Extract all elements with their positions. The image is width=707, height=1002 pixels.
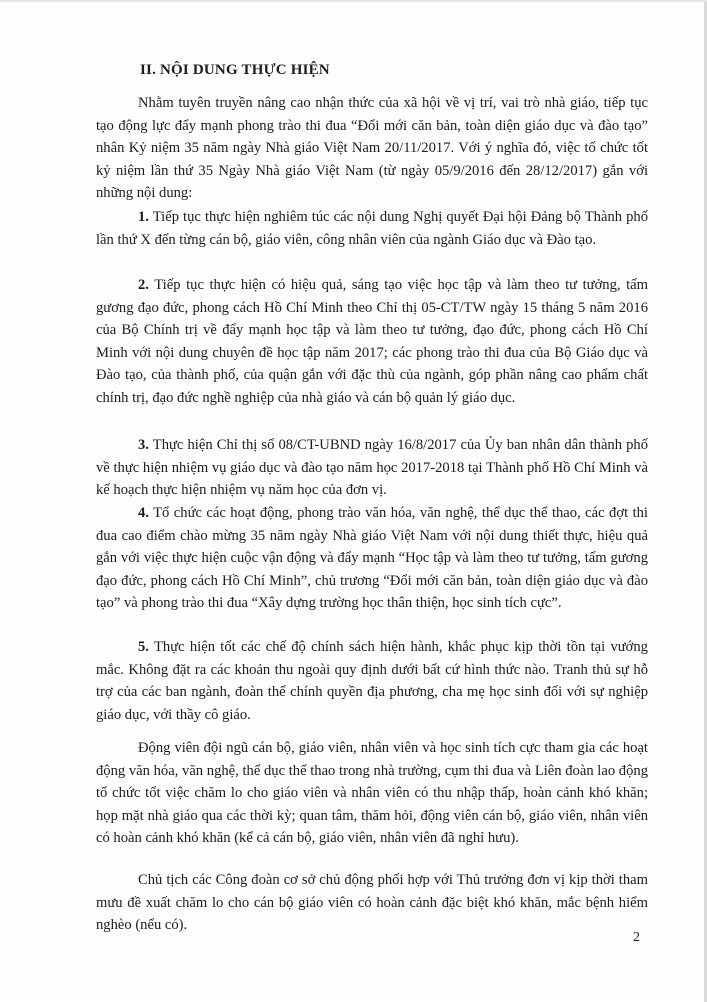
item-3 [96, 434, 648, 502]
intro-paragraph: Nhằm tuyên truyền nâng cao nhận thức của xã hội về vị trí, vai trò nhà giáo, tiếp tục tạo động lực đẩy mạnh phong trào thi đua “Đổi mới căn bản, toàn diện giáo dục và đào tạo” nhân Kỷ niệm 35 năm ngày Nhà giáo Việt Nam 20/11/2017. Với ý nghĩa đó, việc tổ chức tốt kỷ niệm lần thứ 35 Ngày Nhà giáo Việt Nam (từ ngày 05/9/2016 đến 28/12/2017) gắn với những nội dung: [96, 95, 648, 201]
item-5-text: Thực hiện tốt các chế độ chính sách hiện hành, khắc phục kịp thời tồn tại vướng mắc. Không đặt ra các khoản thu ngoài quy định dưới bất cứ hình thức nào. Tranh thủ sự hỗ trợ của các ban ngành, đoàn thể chính quyền địa phương, cha mẹ học sinh đối với sự nghiệp giáo dục, với thầy cô giáo. [96, 639, 648, 723]
page-number: 2 [633, 930, 640, 945]
item-3-text: Thực hiện Chỉ thị số 08/CT-UBND ngày 16/8/2017 của Ủy ban nhân dân thành phố về thực hiện nhiệm vụ giáo dục và đào tạo năm học 2017-2018 tại Thành phố Hồ Chí Minh và kế hoạch thực hiện nhiệm vụ năm học của đơn vị. [96, 437, 649, 498]
chair-paragraph: Chủ tịch các Công đoàn cơ sở chủ động phối hợp với Thủ trưởng đơn vị kịp thời tham mưu đề xuất chăm lo cho cán bộ giáo viên có hoàn cảnh đặc biệt khó khăn, mắc bệnh hiểm nghèo (nếu có). [96, 872, 648, 933]
item-2-text: Tiếp tục thực hiện có hiệu quả, sáng tạo việc học tập và làm theo tư tưởng, tấm gương đạo đức, phong cách Hồ Chí Minh theo Chỉ thị 05-CT/TW ngày 15 tháng 5 năm 2016 của Bộ Chính trị về đẩy mạnh học tập và làm theo tư tưởng, đạo đức, phong cách Hồ Chí Minh với nội dung chuyên đề học tập năm 2017; các phong trào thi đua của Bộ Giáo dục và Đào tạo, của thành phố, của quận gắn với đặc thù của ngành, góp phần nâng cao phẩm chất chính trị, đạo đức nghề nghiệp của nhà giáo và cán bộ quản lý giáo dục. [96, 277, 648, 406]
item-5 [96, 636, 648, 726]
item-4 [96, 502, 648, 615]
item-2 [96, 274, 648, 409]
item-4-text: Tổ chức các hoạt động, phong trào văn hóa, văn nghệ, thể dục thể thao, các đợt thi đua cao điểm chào mừng 35 năm ngày Nhà giáo Việt Nam với nội dung thiết thực, hiệu quả gắn với việc thực hiện cuộc vận động và đẩy mạnh “Học tập và làm theo tư tưởng, tấm gương đạo đức, phong cách Hồ Chí Minh”, chủ trương “Đổi mới căn bản, toàn diện giáo dục và đào tạo” và phong trào thi đua “Xây dựng trường học thân thiện, học sinh tích cực”. [96, 505, 648, 611]
item-1-text: Tiếp tục thực hiện nghiêm túc các nội dung Nghị quyết Đại hội Đảng bộ Thành phố lần thứ X đến từng cán bộ, giáo viên, công nhân viên của ngành Giáo dục và Đào tạo. [96, 209, 648, 248]
item-5-number: 5. [138, 639, 149, 655]
section-heading: II. NỘI DUNG THỰC HIỆN [140, 62, 330, 78]
item-1-number: 1. [138, 209, 149, 225]
item-3-number: 3. [138, 437, 149, 453]
item-1 [96, 206, 648, 251]
item-2-number: 2. [138, 277, 149, 293]
motivation-paragraph: Động viên đội ngũ cán bộ, giáo viên, nhân viên và học sinh tích cực tham gia các hoạt động văn hóa, văn nghệ, thể dục thể thao trong nhà trường, cụm thi đua và Liên đoàn lao động tổ chức tốt việc chăm lo cho giáo viên và nhân viên có thu nhập thấp, hoàn cảnh khó khăn; họp mặt nhà giáo qua các thời kỳ; quan tâm, thăm hỏi, động viên cán bộ, giáo viên, nhân viên có hoàn cảnh khó khăn (kể cả cán bộ, giáo viên, nhân viên đã nghỉ hưu). [96, 740, 648, 846]
item-4-number: 4. [138, 505, 149, 521]
